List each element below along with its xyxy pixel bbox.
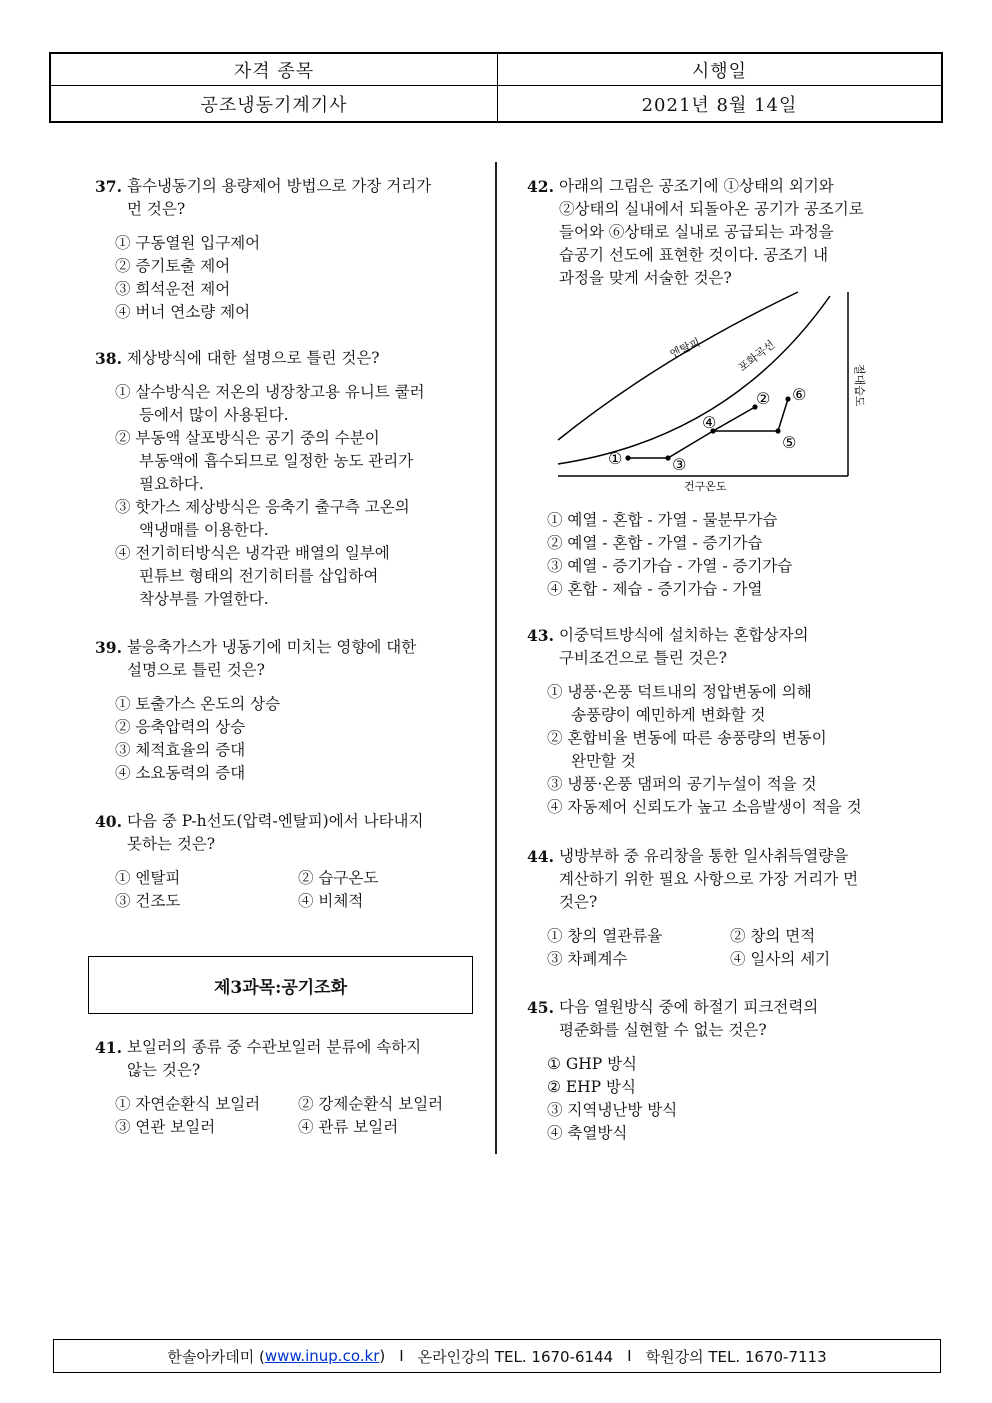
option-2[interactable]: ② 예열 - 혼합 - 가열 - 증기가습: [547, 534, 763, 552]
option-list: [95, 381, 485, 611]
point-3-dot: [665, 455, 670, 460]
question-text: 다음 열원방식 중에 하절기 피크전력의 평준화를 실현할 수 없는 것은?: [559, 998, 819, 1039]
question-number: 38.: [95, 349, 122, 368]
question-number: 41.: [95, 1038, 122, 1057]
option-1[interactable]: ① 엔탈피: [115, 869, 181, 887]
option-1[interactable]: ① 토출가스 온도의 상승: [115, 695, 281, 713]
question-number: 42.: [527, 177, 554, 196]
option-3[interactable]: ③ 지역냉난방 방식: [547, 1101, 678, 1119]
question-37: [95, 175, 485, 324]
point-6-label: ⑥: [792, 385, 807, 404]
process-line-supply: [713, 399, 788, 431]
option-3[interactable]: ③ 차폐계수: [547, 950, 628, 968]
question-number: 44.: [527, 847, 554, 866]
question-text: 불응축가스가 냉동기에 미치는 영향에 대한 설명으로 틀린 것은?: [127, 638, 417, 679]
option-list: [527, 509, 927, 601]
enthalpy-label: 엔탈피: [667, 335, 703, 361]
option-3[interactable]: ③ 핫가스 제상방식은 응축기 출구측 고온의 액냉매를 이용한다.: [115, 498, 410, 539]
footer-separator: I: [627, 1347, 632, 1365]
footer-online-tel: 온라인강의 TEL. 1670-6144: [417, 1347, 614, 1366]
option-2[interactable]: ② 습구온도: [298, 869, 379, 887]
question-45: [527, 996, 927, 1145]
option-4[interactable]: ④ 전기히터방식은 냉각관 배열의 일부에 핀튜브 형태의 전기히터를 삽입하여 착상부를 가열한다.: [115, 544, 390, 608]
option-1[interactable]: ① 구동열원 입구제어: [115, 234, 261, 252]
option-4[interactable]: ④ 버너 연소량 제어: [115, 303, 251, 321]
process-line-mix: [628, 407, 755, 458]
option-1[interactable]: ① 냉풍·온풍 덕트내의 정압변동에 의해 송풍량이 예민하게 변화할 것: [547, 683, 812, 724]
question-text: 이중덕트방식에 설치하는 혼합상자의 구비조건으로 틀린 것은?: [559, 626, 809, 667]
question-text: 흡수냉동기의 용량제어 방법으로 가장 거리가 먼 것은?: [127, 177, 432, 218]
option-1[interactable]: ① 살수방식은 저온의 냉장창고용 유니트 쿨러 등에서 많이 사용된다.: [115, 383, 425, 424]
question-43: [527, 624, 927, 819]
option-list: [527, 681, 927, 819]
option-4[interactable]: ④ 혼합 - 제습 - 증기가습 - 가열: [547, 580, 763, 598]
question-40: [95, 810, 485, 913]
header-row-labels: [51, 54, 941, 86]
question-41: [95, 1036, 485, 1139]
option-list: [95, 1093, 485, 1139]
question-number: 43.: [527, 626, 554, 645]
option-3[interactable]: ③ 건조도: [115, 892, 181, 910]
option-4[interactable]: ④ 자동제어 신뢰도가 높고 소음발생이 적을 것: [547, 798, 862, 816]
option-2[interactable]: ② 응축압력의 상승: [115, 718, 246, 736]
option-4[interactable]: ④ 일사의 세기: [730, 950, 831, 968]
option-2[interactable]: ② 강제순환식 보일러: [298, 1095, 444, 1113]
option-list: [95, 232, 485, 324]
option-2[interactable]: ② EHP 방식: [547, 1078, 636, 1096]
option-list: [527, 925, 927, 971]
option-1[interactable]: ① 예열 - 혼합 - 가열 - 물분무가습: [547, 511, 778, 529]
option-1[interactable]: ① 창의 열관류율: [547, 927, 663, 945]
question-44: [527, 845, 927, 971]
point-1-dot: [625, 455, 630, 460]
option-3[interactable]: ③ 연관 보일러: [115, 1118, 216, 1136]
option-3[interactable]: ③ 희석운전 제어: [115, 280, 231, 298]
footer-academy-close: ): [379, 1347, 386, 1365]
question-text: 다음 중 P-h선도(압력-엔탈피)에서 나타내지 못하는 것은?: [127, 812, 424, 853]
enthalpy-line: [558, 292, 798, 440]
header-row-values: [51, 86, 941, 121]
column-divider: [495, 162, 497, 1154]
psychrometric-chart: [550, 288, 870, 498]
question-number: 40.: [95, 812, 122, 831]
option-list: [95, 867, 485, 913]
header-label-exam-date: 시행일: [691, 60, 748, 82]
option-4[interactable]: ④ 관류 보일러: [298, 1118, 399, 1136]
point-5-dot: [775, 428, 780, 433]
dry-bulb-label: 건구온도: [684, 480, 727, 493]
point-6-dot: [785, 396, 790, 401]
point-4-label: ④: [702, 413, 717, 432]
option-2[interactable]: ② 부동액 살포방식은 공기 중의 수분이 부동액에 흡수되므로 일정한 농도 관리가 필요하다.: [115, 429, 414, 493]
option-1[interactable]: ① 자연순환식 보일러: [115, 1095, 261, 1113]
option-3[interactable]: ③ 예열 - 증기가습 - 가열 - 증기가습: [547, 557, 793, 575]
question-number: 45.: [527, 998, 554, 1017]
header-label-qualification: 자격 종목: [51, 54, 498, 85]
option-1[interactable]: ① GHP 방식: [547, 1055, 638, 1073]
footer-offline-tel: 학원강의 TEL. 1670-7113: [645, 1347, 827, 1366]
option-2[interactable]: ② 증기토출 제어: [115, 257, 231, 275]
point-3-label: ③: [672, 455, 687, 474]
question-text: 냉방부하 중 유리창을 통한 일사취득열량을 계산하기 위한 필요 사항으로 가장 거리가 먼 것은?: [559, 847, 859, 911]
question-39: [95, 636, 485, 785]
question-38: [95, 347, 485, 611]
question-text: 아래의 그림은 공조기에 ①상태의 외기와 ②상태의 실내에서 되돌아온 공기가 공조기로 들어와 ⑥상태로 실내로 공급되는 과정을 습공기 선도에 표현한 것이다. 공조기 내 과정을 맞게 서술한 것은?: [559, 177, 864, 287]
footer-website-link[interactable]: www.inup.co.kr: [264, 1347, 380, 1365]
option-list: [527, 1053, 927, 1145]
option-4[interactable]: ④ 축열방식: [547, 1124, 628, 1142]
footer-separator: I: [399, 1347, 404, 1365]
question-text: 보일러의 종류 중 수관보일러 분류에 속하지 않는 것은?: [127, 1038, 422, 1079]
footer-academy: 한솔아카데미 (: [167, 1347, 265, 1366]
option-2[interactable]: ② 혼합비율 변동에 따른 송풍량의 변동이 완만할 것: [547, 729, 827, 770]
header-value-qualification: 공조냉동기계기사: [51, 86, 498, 121]
option-2[interactable]: ② 창의 면적: [730, 927, 816, 945]
option-4[interactable]: ④ 소요동력의 증대: [115, 764, 246, 782]
question-number: 37.: [95, 177, 122, 196]
option-list: [95, 693, 485, 785]
point-1-label: ①: [608, 449, 623, 468]
question-42-options: [527, 509, 927, 601]
section-title: 제3과목:공기조화: [88, 956, 473, 1014]
saturation-label: 포화곡선: [735, 337, 778, 375]
question-42: [527, 175, 927, 290]
abs-humidity-label: 절대습도: [853, 364, 866, 407]
point-5-label: ⑤: [782, 433, 797, 452]
footer: [53, 1339, 941, 1373]
question-text: 제상방식에 대한 설명으로 틀린 것은?: [127, 349, 380, 367]
question-number: 39.: [95, 638, 122, 657]
header-value-exam-date: 2021년 8월 14일: [641, 94, 798, 116]
option-4[interactable]: ④ 비체적: [298, 892, 364, 910]
point-2-label: ②: [756, 389, 771, 408]
option-3[interactable]: ③ 냉풍·온풍 댐퍼의 공기누설이 적을 것: [547, 775, 817, 793]
option-3[interactable]: ③ 체적효율의 증대: [115, 741, 246, 759]
header-table: [49, 52, 943, 123]
